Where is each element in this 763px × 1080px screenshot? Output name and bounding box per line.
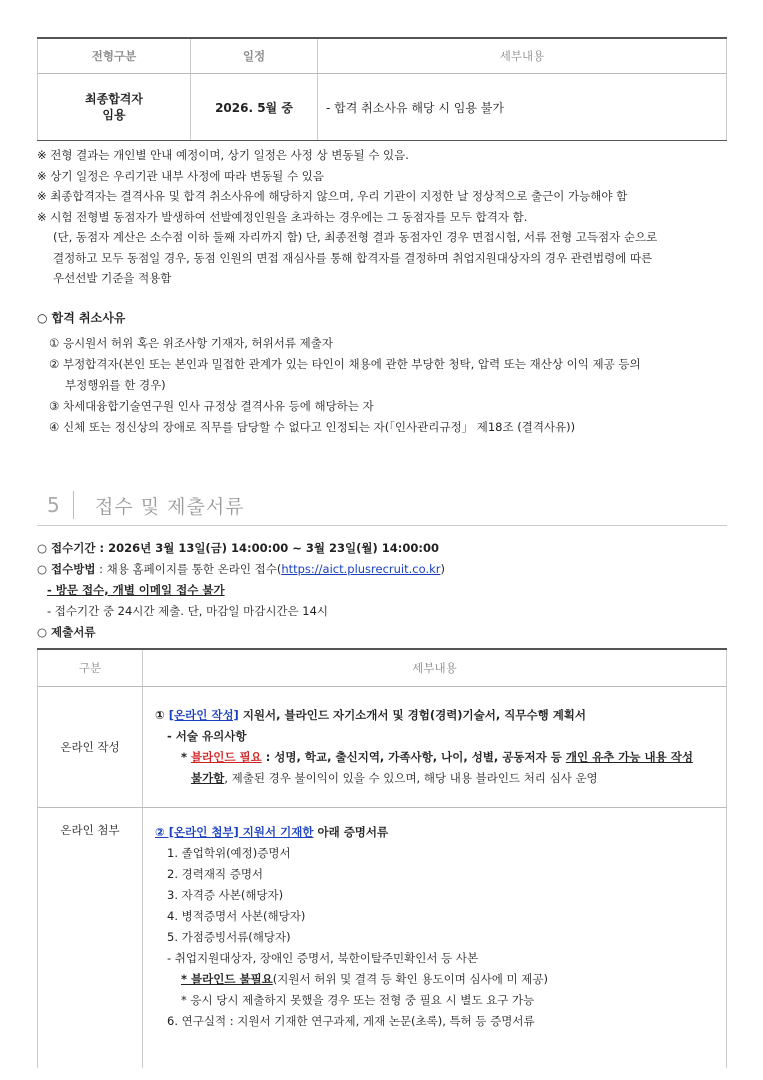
attach-star-1-bold: * 블라인드 불필요 — [181, 972, 273, 986]
attach-item-2: 2. 경력재직 증명서 — [167, 867, 264, 881]
schedule-row — [38, 74, 727, 141]
online-attach-rest: 아래 증명서류 — [313, 825, 389, 839]
note-4: ※ 시험 전형별 동점자가 발생하여 선발예정인원을 초과하는 경우에는 그 동점자를 모두 합격자 함. — [37, 209, 528, 224]
notes-block — [37, 145, 727, 289]
attach-item-6: 6. 연구실적 : 지원서 기재한 연구과제, 게재 논문(초록), 특허 등 증명서류 — [167, 1014, 535, 1028]
note-1: ※ 전형 결과는 개인별 안내 예정이며, 상기 일정은 사정 상 변동될 수 있음. — [37, 148, 409, 162]
apply-method-text: : 채용 홈페이지를 통한 온라인 접수( — [95, 562, 282, 576]
online-attach-main — [151, 822, 725, 843]
cancel-item-3: ③ 차세대융합기술연구원 인사 규정상 결격사유 등에 해당하는 자 — [49, 399, 374, 413]
attach-star-2: * 응시 당시 제출하지 못했을 경우 또는 전형 중 필요 시 별도 요구 가능 — [181, 993, 535, 1007]
attach-item-1: 1. 졸업학위(예정)증명서 — [167, 846, 291, 860]
schedule-table — [37, 37, 727, 141]
docs-header-row — [38, 649, 727, 687]
blind-note — [151, 747, 725, 768]
header-category: 구분 — [38, 649, 143, 687]
cancel-section — [37, 308, 727, 438]
note-3: ※ 최종합격자는 결격사유 및 합격 취소사유에 해당하지 않으며, 우리 기관이 지정한 날 정상적으로 출근이 가능해야 함 — [37, 189, 628, 203]
docs-table — [37, 648, 727, 1068]
online-write-rest: 지원서, 블라인드 자기소개서 및 경험(경력)기술서, 직무수행 계획서 — [238, 708, 587, 722]
apply-period: ○ 접수기간 : 2026년 3월 13일(금) 14:00:00 ~ 3월 23일(월) 14:00:00 — [37, 541, 439, 555]
section-number: 5 — [47, 493, 60, 517]
blind-tail: , 제출된 경우 불이익이 있을 수 있으며, 해당 내용 블라인드 처리 심사 운영 — [224, 771, 598, 785]
section-title: 접수 및 제출서류 — [95, 496, 245, 518]
blind-text: : 성명, 학교, 출신지역, 가족사항, 나이, 성별, 공동저자 등 — [261, 750, 566, 764]
recruit-site-link[interactable]: https://aict.plusrecruit.co.kr — [281, 562, 441, 576]
online-write-num: ① — [155, 708, 169, 722]
stage-cell — [38, 74, 191, 141]
online-write-sub: - 서술 유의사항 — [167, 729, 247, 743]
header-details: 세부내용 — [143, 649, 727, 687]
blind-underline-1: 개인 유추 가능 내용 작성 — [565, 750, 693, 764]
online-write-tag: [온라인 작성] — [168, 708, 239, 722]
online-attach-tag: ② [온라인 첨부] 지원서 기재한 — [155, 825, 314, 839]
section-5-heading — [37, 485, 727, 526]
cancel-item-2-cont-text: 부정행위를 한 경우) — [65, 378, 166, 392]
cancel-item-1: ① 응시원서 허위 혹은 위조사항 기재자, 허위서류 제출자 — [49, 336, 333, 350]
attach-item-4: 4. 병적증명서 사본(해당자) — [167, 909, 306, 923]
cancel-title: ○ 합격 취소사유 — [37, 311, 126, 325]
schedule-header-row — [38, 38, 727, 74]
apply-method-suffix: ) — [440, 562, 445, 576]
stage-line2: 임용 — [102, 108, 126, 122]
header-date: 일정 — [191, 38, 318, 74]
stage-line1: 최종합격자 — [85, 92, 143, 106]
blind-star: * — [181, 750, 192, 764]
attach-star-1-rest: (지원서 허위 및 결격 등 확인 용도이며 심사에 미 제공) — [272, 972, 548, 986]
apply-method-label: ○ 접수방법 — [37, 562, 96, 576]
cancel-item-2-cont — [37, 375, 727, 396]
apply-method — [37, 559, 727, 580]
online-attach-detail — [143, 808, 727, 1069]
deadline-note: - 접수기간 중 24시간 제출. 단, 마감일 마감시간은 14시 — [47, 604, 329, 618]
online-write-detail — [143, 687, 727, 808]
blind-underline-2: 불가함 — [191, 771, 225, 785]
attach-item-5: 5. 가점증빙서류(해당자) — [167, 930, 291, 944]
note-4-cont-3: 우선선발 기준을 적용함 — [53, 271, 172, 285]
no-visit-note: - 방문 접수, 개별 이메일 접수 불가 — [47, 583, 225, 597]
header-detail: 세부내용 — [318, 38, 727, 74]
docs-title: ○ 제출서류 — [37, 625, 96, 639]
detail-cell: - 합격 취소사유 해당 시 임용 불가 — [318, 74, 727, 141]
blind-note-cont — [151, 768, 725, 789]
cancel-item-4: ④ 신체 또는 정신상의 장애로 직무를 담당할 수 없다고 인정되는 자(「인사관리규정」 제18조 (결격사유)) — [49, 420, 576, 434]
attach-item-3: 3. 자격증 사본(해당자) — [167, 888, 284, 902]
online-write-main — [151, 705, 725, 726]
section-divider — [73, 491, 74, 519]
note-2: ※ 상기 일정은 우리기관 내부 사정에 따라 변동될 수 있음 — [37, 168, 324, 183]
attach-sub: - 취업지원대상자, 장애인 증명서, 북한이탈주민확인서 등 사본 — [167, 951, 479, 965]
date-cell: 2026. 5월 중 — [191, 74, 318, 141]
online-write-label: 온라인 작성 — [38, 687, 143, 808]
online-write-row — [38, 687, 727, 808]
online-attach-row — [38, 808, 727, 1069]
note-4-cont-2: 결정하고 모두 동점일 경우, 동점 인원의 면접 재심사를 통해 합격자를 결정하며 취업지원대상자의 경우 관련법령에 따른 — [53, 250, 653, 265]
note-4-cont-1: (단, 동점자 계산은 소수점 이하 둘째 자리까지 함) 단, 최종전형 결과 동점자인 경우 면접시험, 서류 전형 고득점자 순으로 — [53, 230, 658, 244]
header-stage: 전형구분 — [38, 38, 191, 74]
online-attach-label: 온라인 첨부 — [38, 808, 143, 1069]
attach-star-1 — [151, 969, 725, 990]
cancel-item-2: ② 부정합격자(본인 또는 본인과 밀접한 관계가 있는 타인이 채용에 관한 부당한 청탁, 압력 또는 재산상 이익 제공 등의 — [49, 357, 641, 371]
blind-required: 블라인드 필요 — [191, 750, 262, 764]
apply-section — [37, 538, 727, 643]
